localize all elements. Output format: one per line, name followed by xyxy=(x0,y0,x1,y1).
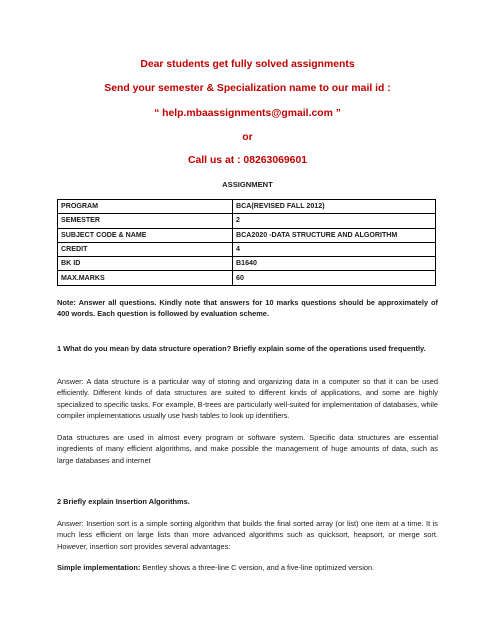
simple-implementation-line xyxy=(57,562,438,573)
answer-2-paragraph: Answer: Insertion sort is a simple sorting algorithm that builds the final sorted array (or list) one item at a time. It is much less efficient on large lists than more advanced algorithms such as quicksort, heapsort, or merge sort. However, insertion sort provides several advantages: xyxy=(57,519,438,551)
promo-line-2: Send your semester & Specialization name to our mail id : xyxy=(104,83,391,94)
table-row xyxy=(58,200,436,214)
assignment-info-table xyxy=(57,199,436,286)
simple-implementation-text: Bentley shows a three-line C version, and a five-line optimized version. xyxy=(140,563,375,572)
promo-or: or xyxy=(242,132,253,143)
table-row xyxy=(58,242,436,256)
promo-line-1: Dear students get fully solved assignments xyxy=(140,59,355,70)
table-row xyxy=(58,228,436,242)
table-value: BCA2020 -DATA STRUCTURE AND ALGORITHM xyxy=(233,228,436,242)
table-key: PROGRAM xyxy=(58,200,233,214)
table-row xyxy=(58,257,436,271)
question-2: 2 Briefly explain Insertion Algorithms. xyxy=(57,497,190,506)
question-1: 1 What do you mean by data structure operation? Briefly explain some of the operations used frequently. xyxy=(57,344,426,353)
table-key: SUBJECT CODE & NAME xyxy=(58,228,233,242)
promo-phone: Call us at : 08263069601 xyxy=(188,155,307,166)
table-key: MAX.MARKS xyxy=(58,271,233,285)
table-key: CREDIT xyxy=(58,242,233,256)
table-value: B1640 xyxy=(233,257,436,271)
simple-implementation-label: Simple implementation: xyxy=(57,563,141,572)
table-value: 2 xyxy=(233,214,436,228)
table-value: 4 xyxy=(233,242,436,256)
table-row xyxy=(58,214,436,228)
assignment-title: ASSIGNMENT xyxy=(222,180,273,189)
table-key: BK ID xyxy=(58,257,233,271)
answer-1-paragraph-1: Answer: A data structure is a particular way of storing and organizing data in a computer so that it can be used efficiently. Different kinds of data structures are suited to different kinds of applications, and some are highly specialized to specific tasks. For example, B-trees are particularly well-suited for implementation of databases, while compiler implementations usually use hash tables to look up identifiers. xyxy=(57,377,438,420)
promo-email: “ help.mbaassignments@gmail.com ” xyxy=(154,108,341,119)
table-key: SEMESTER xyxy=(58,214,233,228)
table-value: 60 xyxy=(233,271,436,285)
table-row xyxy=(58,271,436,285)
answer-1-paragraph-2: Data structures are used in almost every program or software system. Specific data structures are essential ingredients of many efficient algorithms, and make possible the management of huge amounts of data, such as large databases and internet xyxy=(57,433,438,465)
table-value: BCA(REVISED FALL 2012) xyxy=(233,200,436,214)
note-text: Note: Answer all questions. Kindly note that answers for 10 marks questions should be approximately of 400 words. Each question is followed by evaluation scheme. xyxy=(57,298,438,319)
